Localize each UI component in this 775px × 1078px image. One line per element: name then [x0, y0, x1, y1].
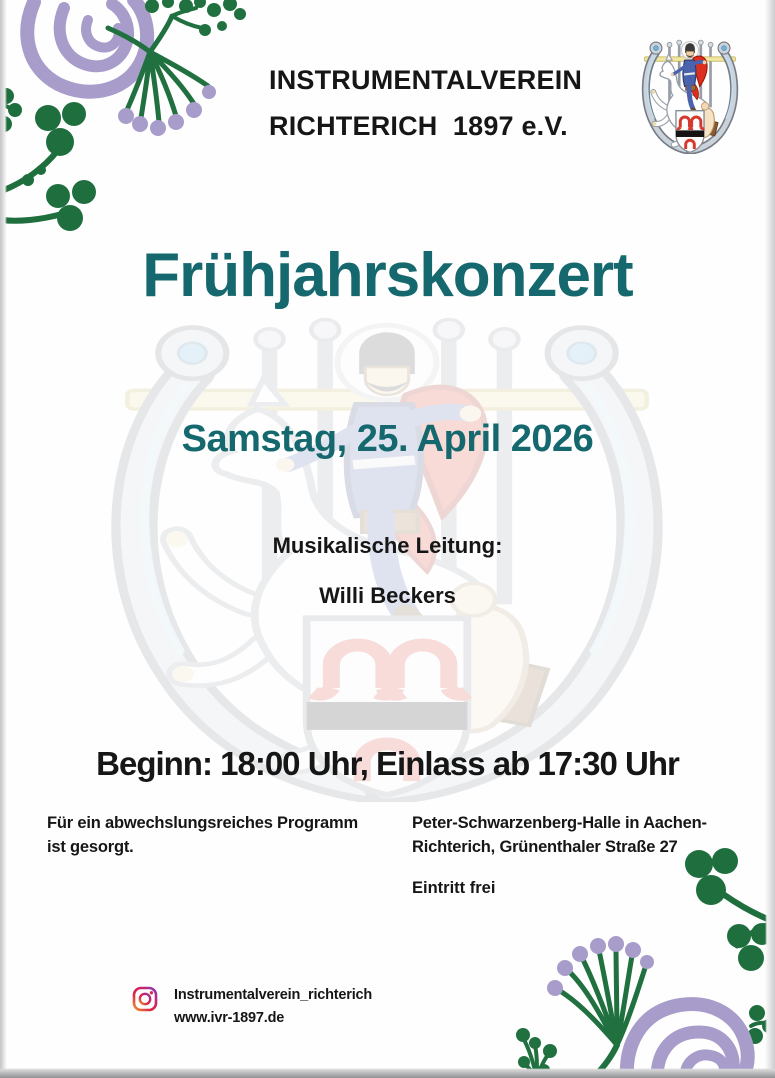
floral-decoration-bottom-right — [485, 828, 775, 1078]
club-name-line2: RICHTERICH 1897 e.V. — [269, 111, 568, 141]
club-crest-logo — [636, 36, 744, 154]
club-name — [269, 57, 582, 149]
event-title: Frühjahrskonzert — [142, 241, 633, 310]
website-url: www.ivr-1897.de — [174, 1010, 285, 1026]
venue-line2: Richterich, Grünenthaler Straße 27 — [412, 837, 678, 856]
venue-info — [412, 812, 707, 859]
instagram-handle: Instrumentalverein_richterich — [174, 987, 373, 1003]
photo-edge-left — [0, 0, 7, 1078]
musical-direction-label: Musikalische Leitung: — [272, 533, 503, 558]
club-name-line1: INSTRUMENTALVEREIN — [269, 65, 583, 95]
director-name: Willi Beckers — [319, 583, 456, 608]
social-text — [174, 984, 372, 1030]
venue-line1: Peter-Schwarzenberg-Halle in Aachen- — [412, 814, 707, 832]
program-note-line1: Für ein abwechslungsreiches Programm — [47, 814, 358, 832]
time-info: Beginn: 18:00 Uhr, Einlass ab 17:30 Uhr — [96, 745, 679, 782]
social-footer — [132, 984, 372, 1030]
green-berries-icon — [145, 0, 246, 36]
program-note — [47, 812, 358, 859]
program-note-line2: ist gesorgt. — [47, 837, 134, 856]
photo-edge-right — [765, 0, 775, 1078]
photo-edge-bottom — [0, 1068, 775, 1078]
instagram-icon — [132, 986, 158, 1012]
admission-info: Eintritt frei — [412, 879, 496, 897]
event-date: Samstag, 25. April 2026 — [181, 418, 594, 460]
purple-rose-icon — [627, 1004, 748, 1078]
floral-decoration-top-left — [0, 0, 260, 250]
purple-rose-icon — [27, 0, 147, 92]
